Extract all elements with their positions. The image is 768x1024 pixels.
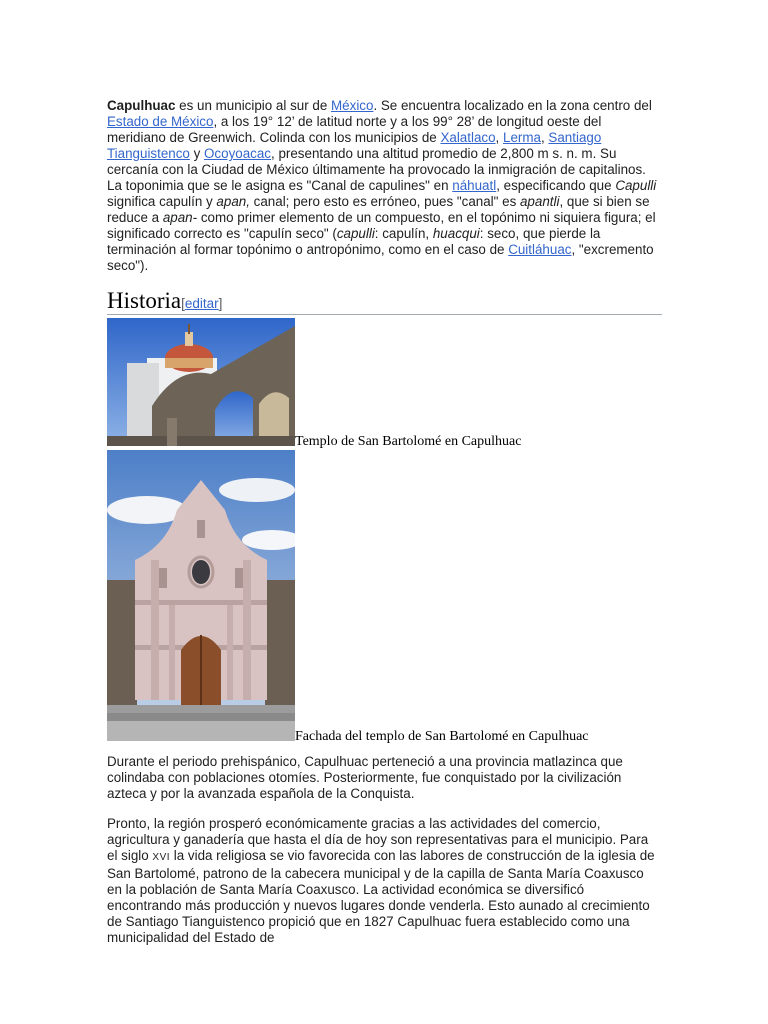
section-title: Historia xyxy=(107,288,182,313)
intro-paragraph: Capulhuac es un municipio al sur de México. Se encuentra localizado en la zona centro del Estado de México, a los 19° 12’ de latitud norte y a los 99° 28’ de longitud oeste del meridiano de Greenwich. Colinda con los municipios de Xalatlaco, Lerma, Santiago Tianguistenco y Ocoyoacac, presentando una altitud promedio de 2,800 m s. n. m. Su cercanía con la Ciudad de México últimamente ha provocado la inmigración de capitalinos. La toponimia que se le asigna es "Canal de capulines" en náhuatl, especificando que Capulli significa capulín y apan, canal; pero esto es erróneo, pues "canal" es apantli, que si bien se reduce a apan- como primer elemento de un compuesto, en el topónimo ni siquiera figura; el significado correcto es "capulín seco" (capulli: capulín, huacqui: seco, que pierde la terminación al formar topónimo o antropónimo, como en el caso de Cuitláhuac, "excremento seco"). xyxy=(107,98,657,273)
link-lerma[interactable]: Lerma xyxy=(503,130,541,145)
link-estado-de-mexico[interactable]: Estado de México xyxy=(107,114,214,129)
link-nahuatl[interactable]: náhuatl xyxy=(452,178,497,193)
link-mexico[interactable]: México xyxy=(331,98,374,113)
history-paragraph-2: Pronto, la región prosperó económicamente gracias a las actividades del comercio, agricultura y ganadería que hasta el día de hoy son representativas para el municipio. Para el siglo XVI la vida religiosa se vio favorecida con las labores de construcción de la iglesia de San Bartolomé, patrono de la cabecera municipal y de la capilla de Santa María Coaxusco en la población de Santa María Coaxusco. La actividad económica se diversificó encontrando más producción y nuevos lugares donde venderla. Esto aunado al crecimiento de Santiago Tianguistenco propició que en 1827 Capulhuac fuera establecido como una municipalidad del Estado de xyxy=(107,816,655,945)
section-heading-historia xyxy=(107,287,662,315)
edit-section: [editar] xyxy=(181,296,223,311)
century-numeral: XVI xyxy=(152,852,171,863)
figure-caption-1: Templo de San Bartolomé en Capulhuac xyxy=(295,434,522,449)
article-subject: Capulhuac xyxy=(107,98,176,113)
history-paragraph-1: Durante el periodo prehispánico, Capulhuac perteneció a una provincia matlazinca que colindaba con poblaciones otomíes. Posteriormente, fue conquistado por la civilización azteca y por la avanzada española de la Conquista. xyxy=(107,754,623,801)
link-ocoyoacac[interactable]: Ocoyoacac xyxy=(204,146,272,161)
edit-section-link[interactable]: editar xyxy=(184,296,219,311)
link-santiago-tianguistenco[interactable]: Santiago Tianguistenco xyxy=(107,130,602,161)
link-cuitlahuac[interactable]: Cuitláhuac xyxy=(508,242,572,257)
church-facade-photo xyxy=(107,450,295,741)
church-dome-photo xyxy=(107,318,295,446)
link-xalatlaco[interactable]: Xalatlaco xyxy=(440,130,496,145)
figure-caption-2: Fachada del templo de San Bartolomé en Capulhuac xyxy=(295,729,589,744)
